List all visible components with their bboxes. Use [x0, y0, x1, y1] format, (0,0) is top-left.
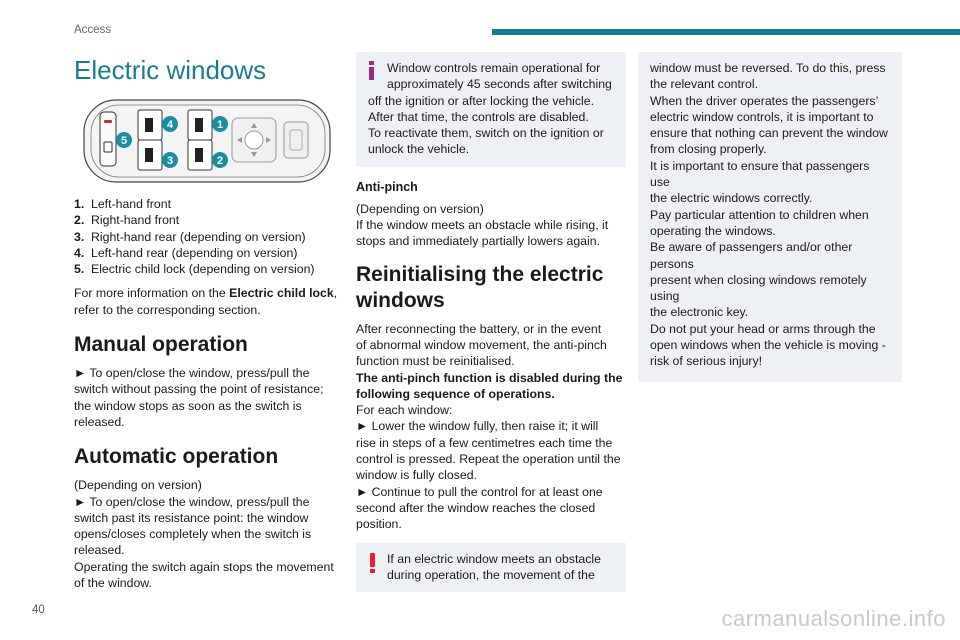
- warning-icon: [370, 553, 375, 573]
- anti-pinch-text: (Depending on version) If the window meets an obstacle while rising, it stops and immediately partially lowers again.: [356, 201, 609, 249]
- callout-1: [212, 116, 228, 132]
- manual-operation-text: ► To open/close the window, press/pull the switch without passing the point of resistance; the window stops as soon as the switch is released.: [74, 366, 324, 429]
- manual-operation-heading: Manual operation: [74, 333, 248, 357]
- reinitialising-heading: Reinitialising the electric windows: [356, 262, 604, 312]
- column-2: [356, 52, 626, 604]
- page-title: Electric windows: [74, 55, 267, 85]
- watermark: carmanualsonline.info: [721, 606, 946, 631]
- list-item: 1. Left-hand front: [74, 197, 171, 211]
- svg-text:1: 1: [216, 119, 224, 131]
- legend-list: [74, 196, 346, 277]
- reinitialising-text: After reconnecting the battery, or in the event of abnormal window movement, the anti-pinch function must be reinitialised. The anti-pinch function is disabled during the following sequence of operations. For each window: ► Lower the window fully, then raise it; it will rise in steps of a few centimetres each time the control is pressed. Repeat the operation until the window is fully closed. ► Continue to pull the control for at least one second after the window reaches the closed position.: [356, 321, 623, 532]
- list-item: 3. Right-hand rear (depending on version): [74, 229, 306, 244]
- svg-text:2: 2: [216, 155, 224, 167]
- info-icon: [369, 61, 375, 80]
- automatic-operation-text: (Depending on version) ► To open/close the window, press/pull the switch past its resistance point: the window opens/closes completely when the switch is released. Operating the switch again stops the movement of the window.: [74, 478, 334, 591]
- svg-text:4: 4: [166, 119, 174, 131]
- callout-2: [212, 152, 228, 168]
- svg-text:3: 3: [166, 155, 174, 167]
- svg-text:5: 5: [120, 135, 128, 147]
- more-info-paragraph: For more information on the Electric child lock, refer to the corresponding section.: [74, 286, 338, 317]
- warning-note-continued: window must be reversed. To do this, press the relevant control. When the driver operates the passengers’ electric window controls, it is important to ensure that nothing can prevent the window from closing properly. It is important to ensure that passengers use the electric windows correctly. Pay particular attention to children when operating the windows. Be aware of passengers and/or other persons present when closing windows remotely using the electronic key. Do not put your head or arms through the open windows when the vehicle is moving - risk of serious injury!: [638, 52, 902, 382]
- automatic-operation-heading: Automatic operation: [74, 445, 279, 469]
- info-note: Window controls remain operational for approximately 45 seconds after switching off the ignition or after locking the vehicle. After that time, the controls are disabled. To reactivate them, switch on the ignition or unlock the vehicle.: [356, 52, 626, 167]
- column-1: [74, 52, 346, 599]
- list-item: 5. Electric child lock (depending on version): [74, 262, 315, 277]
- callout-5: [116, 132, 132, 148]
- list-item: 4. Left-hand rear (depending on version): [74, 245, 298, 260]
- callout-4: [162, 116, 178, 132]
- list-item: 2. Right-hand front: [74, 213, 180, 228]
- callout-3: [162, 152, 178, 168]
- anti-pinch-heading: Anti-pinch: [356, 179, 418, 194]
- section-label: Access: [74, 24, 112, 36]
- header-accent-bar: [492, 29, 960, 35]
- page-number: 40: [32, 604, 45, 616]
- warning-note: If an electric window meets an obstacle during operation, the movement of the: [356, 543, 626, 593]
- column-3: [638, 52, 902, 394]
- window-switch-panel-figure: [82, 98, 332, 184]
